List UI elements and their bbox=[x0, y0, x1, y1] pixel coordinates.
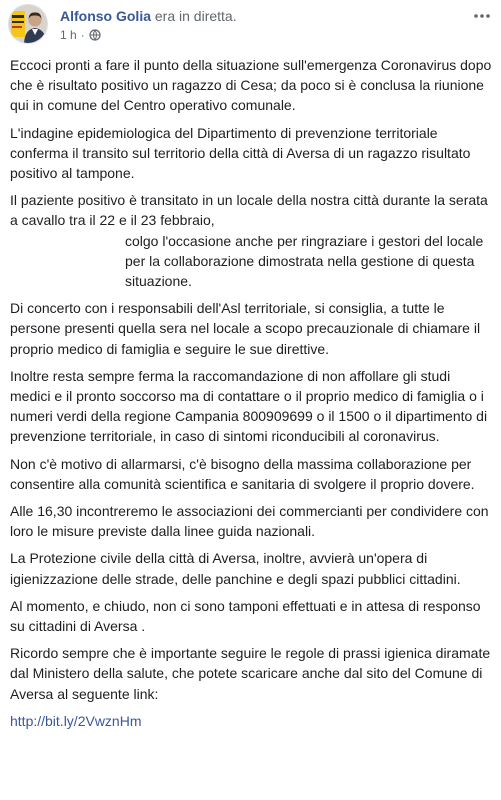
post-paragraph: Ricordo sempre che è importante seguire le regole di prassi igienica diramate dal Ministero della salute, che potete scaricare anche dal sito del Comune di Aversa al seguente link: bbox=[10, 645, 491, 702]
author-line bbox=[60, 7, 237, 25]
avatar-photo bbox=[9, 5, 47, 43]
post-paragraph: Non c'è motivo di allarmarsi, c'è bisogno della massima collaborazione per consentire alla comunità scientifica e sanitaria di svolgere il proprio dovere. bbox=[10, 455, 475, 492]
more-options-button[interactable] bbox=[473, 8, 491, 24]
post-paragraph: Eccoci pronti a fare il punto della situazione sull'emergenza Coronavirus dopo che è risultato positivo un ragazzo di Cesa; da poco si è conclusa la riunione qui in comune del Centro operativo comunale. bbox=[10, 57, 492, 114]
avatar[interactable] bbox=[8, 4, 48, 44]
post-paragraph: Alle 16,30 incontreremo le associazioni dei commercianti per condividere con loro le misure previste dalla linee guida nazionali. bbox=[10, 503, 489, 540]
timestamp[interactable]: 1 h bbox=[60, 28, 77, 42]
post-paragraph: La Protezione civile della città di Aversa, inoltre, avvierà un'opera di igienizzazione delle strade, delle panchine e degli spazi pubblici cittadini. bbox=[10, 550, 461, 587]
post-paragraph: Inoltre resta sempre ferma la raccomandazione di non affollare gli studi medici e il pronto soccorso ma di contattare o il proprio medico di famiglia o i numeri verdi della regione Campania 800909699 o il 1500 o il dipartimento di prevenzione territoriale, in caso di sintomi riconducibili al coronavirus. bbox=[10, 367, 488, 445]
globe-icon[interactable] bbox=[89, 29, 101, 41]
post-paragraph: Il paziente positivo è transitato in un locale della nostra città durante la serata a cavallo tra il 22 e il 23 febbraio, bbox=[10, 192, 488, 229]
post-body bbox=[10, 55, 492, 738]
post-link-paragraph bbox=[10, 711, 492, 731]
post-paragraph: L'indagine epidemiologica del Dipartimento di prevenzione territoriale conferma il transito sul territorio della città di Aversa di un ragazzo risultato positivo al tampone. bbox=[10, 124, 471, 182]
author-name[interactable]: Alfonso Golia bbox=[60, 8, 151, 24]
post-paragraph: colgo l'occasione anche per ringraziare i gestori del locale per la collaborazione dimostrata nella gestione di questa situazione. bbox=[125, 232, 484, 290]
author-action: era in diretta. bbox=[154, 8, 237, 24]
post-paragraph: Al momento, e chiudo, non ci sono tamponi effettuati e in attesa di responso su cittadini di Aversa . bbox=[10, 597, 481, 635]
post-meta bbox=[60, 27, 101, 43]
meta-separator: · bbox=[80, 28, 85, 42]
post-header bbox=[0, 0, 501, 52]
post-link[interactable]: http://bit.ly/2VwznHm bbox=[10, 712, 142, 729]
post-paragraph: Di concerto con i responsabili dell'Asl territoriale, si consiglia, a tutte le persone presenti quella sera nel locale a scopo precauzionale di chiamare il proprio medico di famiglia e seguire le sue direttive. bbox=[10, 300, 481, 357]
ellipsis-icon bbox=[474, 14, 490, 18]
